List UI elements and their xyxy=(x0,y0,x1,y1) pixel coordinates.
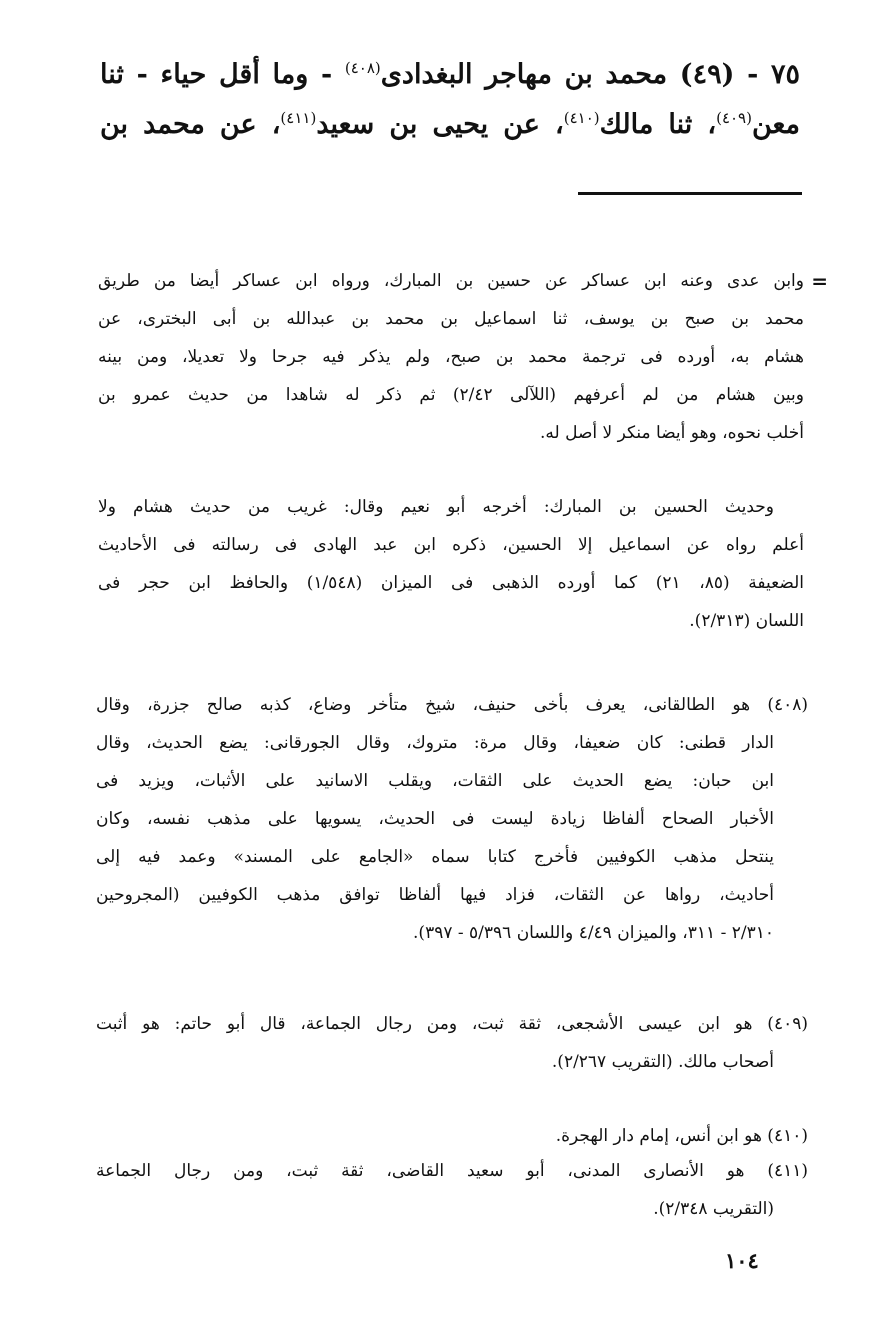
hadith-line-2: معن$^{(٤٠٩)}$، ثنا مالك$^{(٤١٠)}$، عن يحيى بن سعيد$^{(٤١١)}$، عن محمد بن xyxy=(100,109,800,140)
note-line: (٤١١) هو الأنصارى المدنى، أبو سعيد القاضى، ثقة ثبت، ومن رجال الجماعة xyxy=(96,1161,808,1181)
note-line: أعلم رواه عن اسماعيل إلا الحسين، ذكره ابن عبد الهادى فى رسالته فى الأحاديث xyxy=(98,535,804,555)
note-line: (٤٠٨) هو الطالقانى، يعرف بأخى حنيف، شيخ متأخر وضاع، كذبه صالح جزرة، وقال xyxy=(96,695,808,715)
continued-footnote xyxy=(98,262,828,452)
note-line: محمد بن صبح بن يوسف، ثنا اسماعيل بن محمد بن عبدالله بن أبى البخترى، عن xyxy=(98,309,804,329)
note-line: وابن عدى وعنه ابن عساكر عن حسين بن المبارك، ورواه ابن عساكر أيضا من طريق xyxy=(98,271,804,291)
note-line: هشام به، أورده فى ترجمة محمد بن صبح، ولم يذكر فيه جرحا ولا تعديلا، ومن بينه xyxy=(98,347,804,367)
note-line: الأخبار الصحاح ألفاظا زيادة ليست فى الحديث، يسويها على مذهب نفسه، وكان xyxy=(96,809,774,829)
note-line: ابن حبان: يضع الحديث على الثقات، ويقلب الاسانيد على الأثبات، ويزيد فى xyxy=(96,771,774,791)
note-line: ينتحل مذهب الكوفيين فأخرج كتابا سماه «الجامع على المسند» وعمد فيه إلى xyxy=(96,847,774,867)
footnote-408 xyxy=(96,686,808,952)
note-line: الدار قطنى: كان ضعيفا، وقال مرة: متروك، وقال الجورقانى: يضع الحديث، وقال xyxy=(96,733,774,753)
page-number: ١٠٤ xyxy=(725,1248,759,1273)
note-line: وبين هشام من لم أعرفهم (اللآلى ٢/٤٢) ثم ذكر له شاهدا من حديث عمرو بن xyxy=(98,385,804,405)
note-line: أصحاب مالك. (التقريب ٢/٢٦٧). xyxy=(551,1052,774,1072)
note-line: اللسان (٢/٣١٣). xyxy=(689,611,804,631)
footnote-409 xyxy=(96,1005,808,1081)
footnote-separator xyxy=(578,192,802,195)
continued-footnote-paragraph-2 xyxy=(98,488,804,640)
footnote-411 xyxy=(96,1152,808,1228)
note-line: (٤٠٩) هو ابن عيسى الأشجعى، ثقة ثبت، ومن رجال الجماعة، قال أبو حاتم: هو أثبت xyxy=(96,1014,808,1034)
footnote-ref-408: (٤٠٨) xyxy=(344,59,381,77)
footnote-410 xyxy=(96,1117,808,1155)
footnote-ref-409: (٤٠٩) xyxy=(716,109,752,127)
note-line: ٢/٣١٠ - ٣١١، والميزان ٤/٤٩ واللسان ٥/٣٩٦ - ٣٩٧). xyxy=(413,923,774,943)
note-line: وحديث الحسين بن المبارك: أخرجه أبو نعيم وقال: غريب من حديث هشام ولا xyxy=(98,497,774,517)
hadith-line-1: ٧٥ - (٤٩) محمد بن مهاجر البغدادى$^{(٤٠٨)}$ - وما أقل حياء - ثنا xyxy=(100,59,800,90)
note-line: (التقريب ٢/٣٤٨). xyxy=(653,1199,774,1219)
note-line: أخلب نحوه، وهو أيضا منكر لا أصل له. xyxy=(539,423,804,443)
footnote-ref-411: (٤١١) xyxy=(280,109,317,127)
note-line: أحاديث، رواها عن الثقات، فزاد فيها ألفاظا توافق مذهب الكوفيين (المجروحين xyxy=(96,885,774,905)
note-line: الضعيفة (٨٥، ٢١) كما أورده الذهبى فى الميزان (١/٥٤٨) والحافظ ابن حجر فى xyxy=(98,573,804,593)
hadith-text xyxy=(100,50,800,150)
continuation-mark: = xyxy=(811,269,828,293)
note-line: (٤١٠) هو ابن أنس، إمام دار الهجرة. xyxy=(555,1126,808,1146)
footnote-ref-410: (٤١٠) xyxy=(563,109,600,127)
